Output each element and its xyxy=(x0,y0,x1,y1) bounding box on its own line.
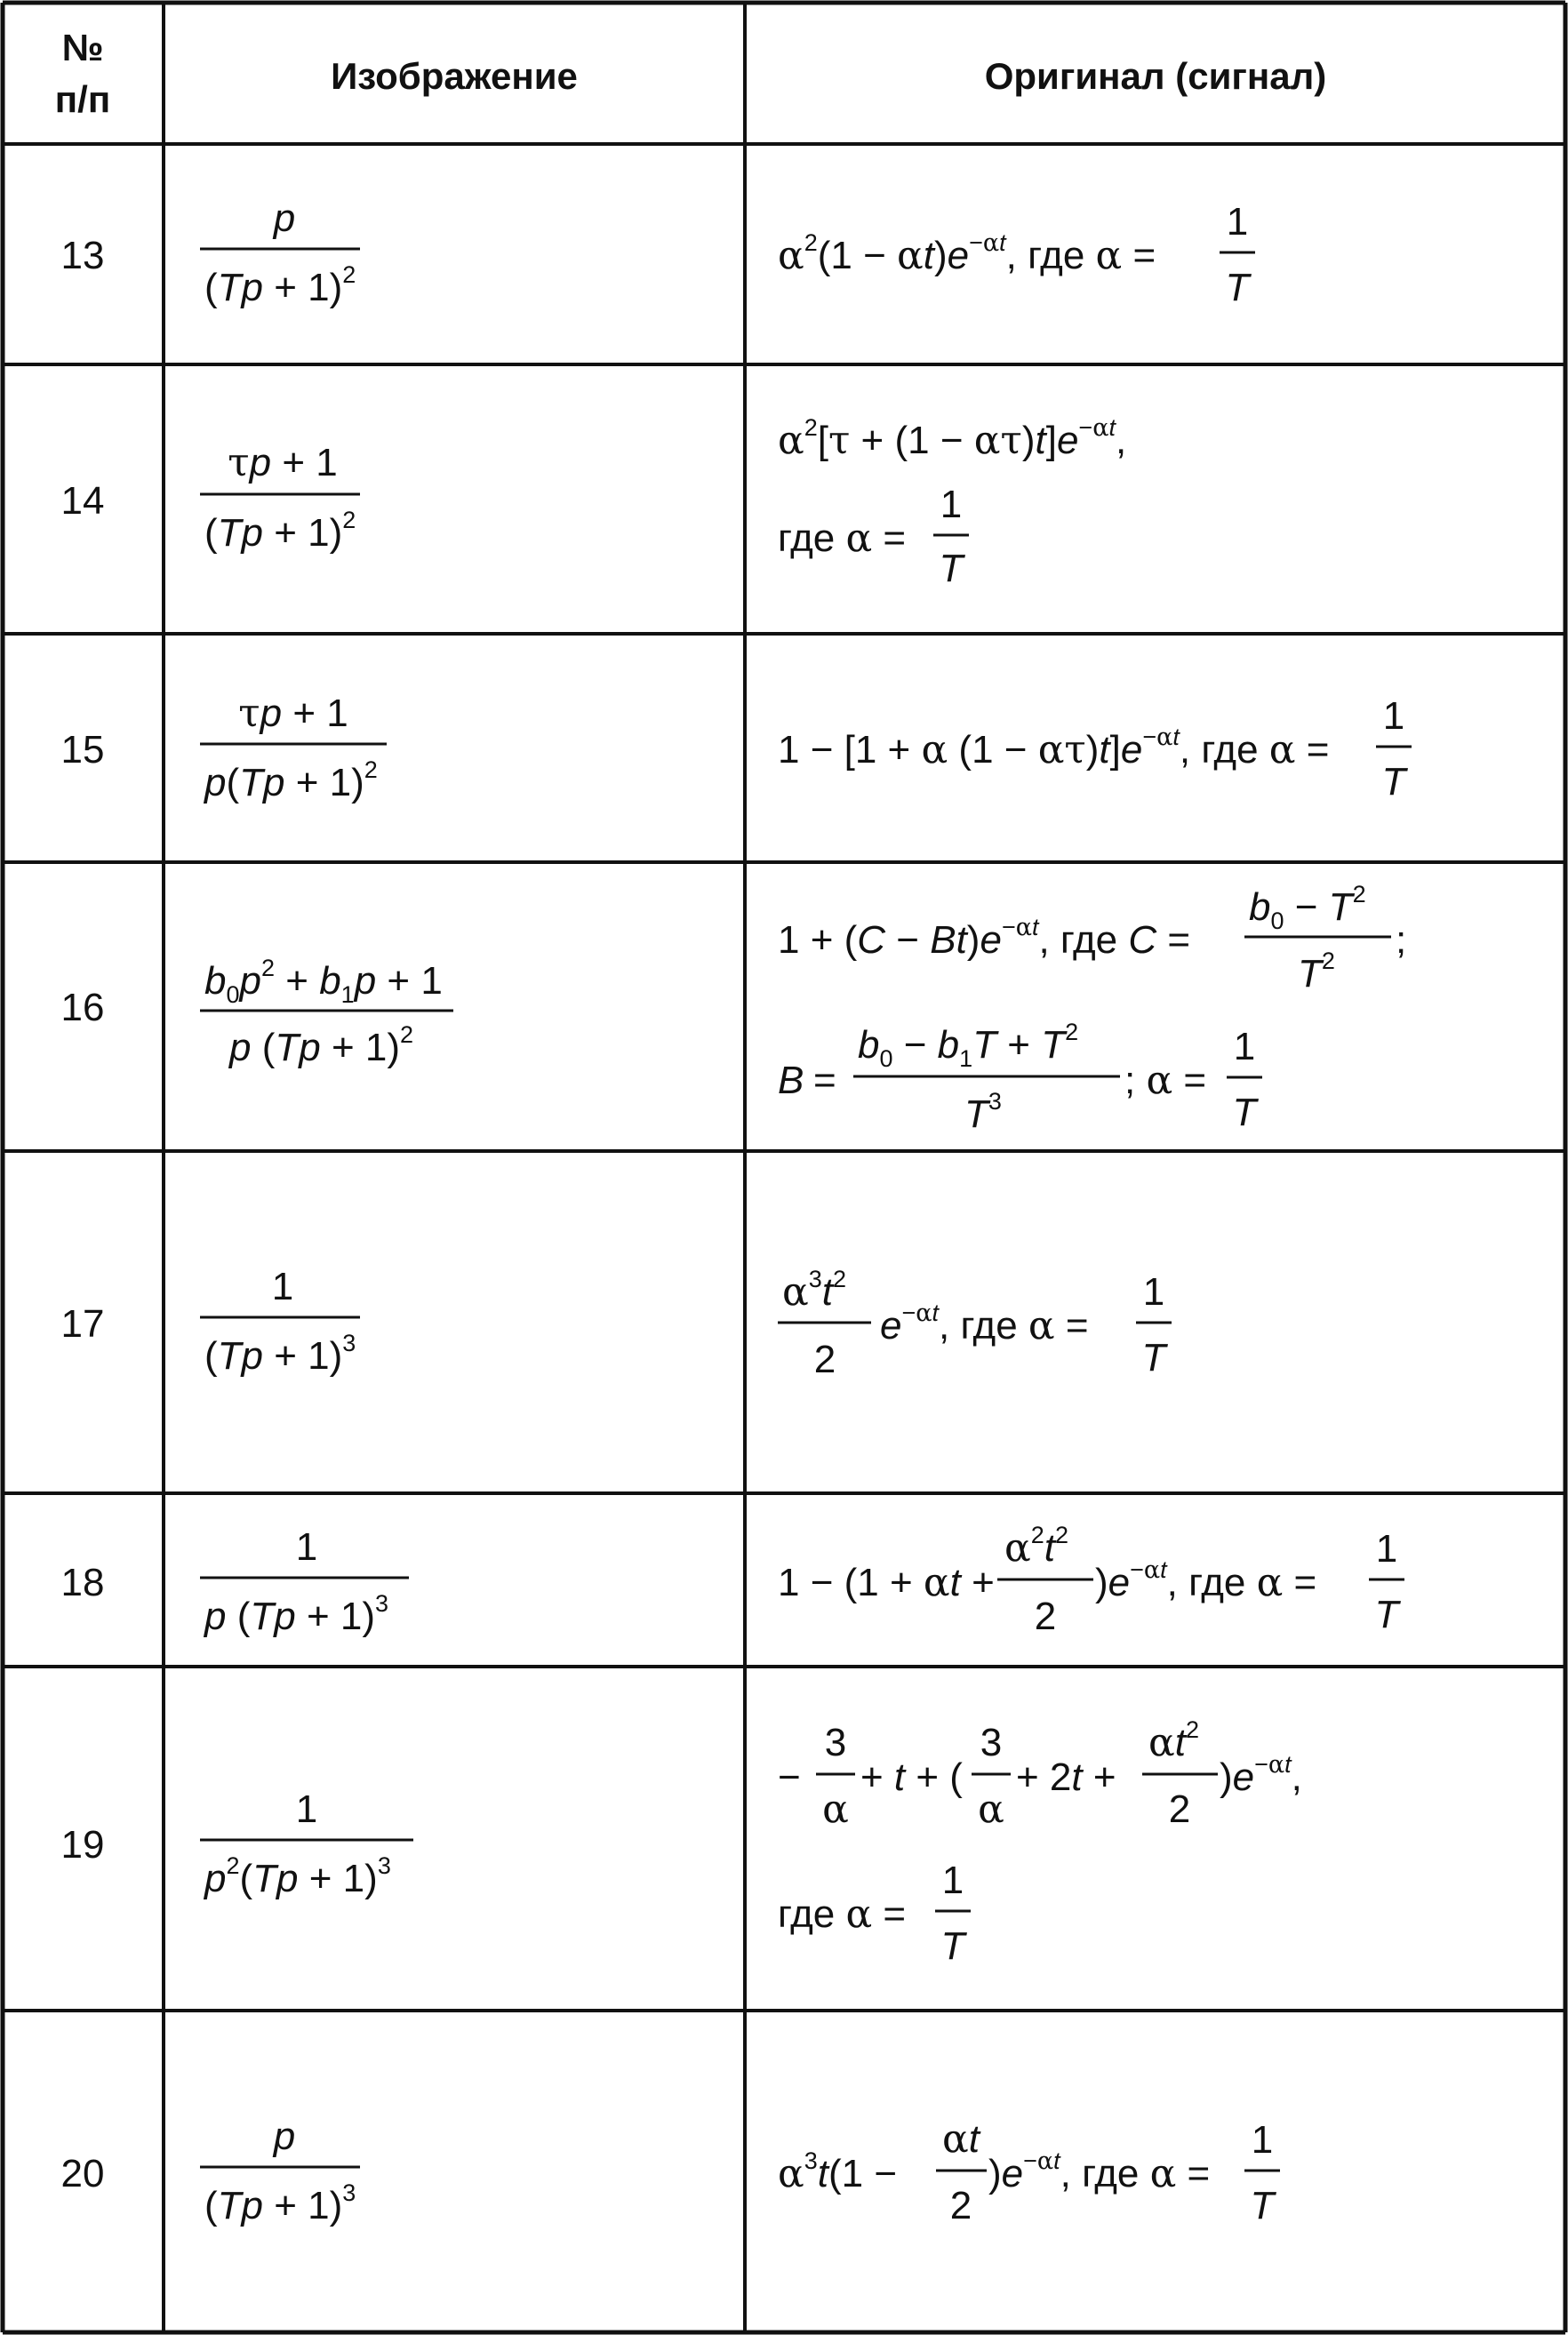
svg-text:)e−αt,: )$e^{-\alpha t}$, xyxy=(1220,1751,1302,1799)
svg-text:α2[τ + (1 − ατ)t]e−αt,: $\alpha^2[\tau + (1 - \alpha\tau)t]e^{-\alpha t}$, xyxy=(778,414,1127,463)
svg-text:αt2: $\alpha t^2$ xyxy=(1148,1716,1199,1765)
svg-text:1 − (1 + αt +: 1 − (1 + αt + xyxy=(778,1560,995,1605)
svg-text:)e−αt, где α =: )$e^{-\alpha t}$, где α = xyxy=(988,2147,1211,2196)
svg-text:τp + 1: τp + 1 xyxy=(228,440,338,485)
table-grid xyxy=(3,3,1565,2332)
svg-text:1: 1 xyxy=(1233,1025,1256,1068)
svg-text:T3: $T^3$ xyxy=(964,1088,1002,1136)
row-15-original-formula xyxy=(778,694,1412,804)
svg-text:p: p xyxy=(273,196,296,240)
row-number-17: 17 xyxy=(60,1302,105,1346)
svg-text:T: T xyxy=(1141,1336,1166,1379)
svg-text:+ 2t +: + 2t + xyxy=(1016,1755,1116,1799)
svg-text:2: 2 xyxy=(1168,1787,1191,1831)
svg-text:1: 1 xyxy=(941,1859,964,1902)
svg-text:=: = xyxy=(813,1059,836,1102)
row-number-14: 14 xyxy=(60,479,105,523)
row-number-13: 13 xyxy=(60,234,105,277)
svg-text:где α =: где α = xyxy=(778,516,907,561)
row-16-original-formula xyxy=(778,881,1406,1136)
svg-text:(Tp + 1)2: $(Tp + 1)^2$ xyxy=(204,507,356,555)
svg-text:2: 2 xyxy=(1034,1595,1057,1638)
svg-text:α: α xyxy=(822,1787,849,1832)
svg-text:1: 1 xyxy=(1142,1270,1165,1314)
svg-text:p(Tp + 1)2: $p(Tp + 1)^2$ xyxy=(204,756,378,804)
svg-text:+ t + (: + t + ( xyxy=(860,1755,963,1799)
svg-text:b0p2 + b1p + 1: $b_0p^2 + b_1p + 1$ xyxy=(204,955,443,1008)
svg-text:3: 3 xyxy=(980,1721,1003,1764)
svg-text:)e−αt, где α =: )$e^{-\alpha t}$, где α = xyxy=(1095,1556,1317,1605)
svg-text:T: T xyxy=(1374,1593,1399,1636)
row-13-image-formula xyxy=(200,196,360,309)
svg-text:T: T xyxy=(1225,266,1250,309)
svg-text:α3t2: $\alpha^3t^2$ xyxy=(782,1266,847,1315)
svg-text:;: ; xyxy=(1396,918,1407,962)
row-number-15: 15 xyxy=(60,728,105,772)
row-number-18: 18 xyxy=(60,1561,105,1604)
svg-text:e−αt, где α =: $e^{-\alpha t}$, где α = xyxy=(880,1299,1089,1348)
svg-text:p (Tp + 1)3: p $(Tp + 1)^3$ xyxy=(204,1590,389,1638)
svg-text:τp + 1: τp + 1 xyxy=(238,691,348,736)
row-20-original-formula xyxy=(778,2116,1280,2227)
row-17-original-formula xyxy=(778,1266,1172,1381)
svg-text:p: p xyxy=(273,2115,296,2158)
svg-text:1: 1 xyxy=(1251,2118,1274,2162)
header-number-line1: № xyxy=(61,27,104,68)
row-number-19: 19 xyxy=(60,1823,105,1867)
svg-text:3: 3 xyxy=(824,1721,847,1764)
row-19-image-formula xyxy=(200,1787,413,1900)
svg-text:(Tp + 1)3: $(Tp + 1)^3$ xyxy=(204,1330,356,1378)
table-header xyxy=(55,27,1327,120)
row-13-original-formula xyxy=(778,200,1255,309)
svg-text:где α =: где α = xyxy=(778,1891,907,1937)
svg-text:α2(1 − αt)e−αt, где α =: $\alpha^2(1 - \alpha t)e^{-\alpha t}$, где α = xyxy=(778,229,1156,278)
svg-text:T2: $T^2$ xyxy=(1298,948,1335,996)
svg-text:T: T xyxy=(1381,760,1406,804)
row-numbers xyxy=(61,234,105,2195)
svg-text:1 − [1 + α (1 − ατ)t]e−αt, гд: 1 − [1 + α $(1 - \alpha\tau)t]e^{-\alpha t}$, где α = xyxy=(778,724,1330,772)
svg-text:1: 1 xyxy=(295,1787,318,1831)
svg-text:(Tp + 1)2: $(Tp + 1)^2$ xyxy=(204,261,356,309)
svg-text:T: T xyxy=(1232,1091,1257,1134)
row-14-image-formula xyxy=(200,440,360,555)
svg-text:2: 2 xyxy=(813,1338,836,1381)
svg-text:T: T xyxy=(940,1924,965,1968)
row-14-original-formula xyxy=(778,414,1126,590)
row-number-20: 20 xyxy=(60,2152,105,2195)
row-18-image-formula xyxy=(200,1525,409,1638)
svg-text:T: T xyxy=(939,547,964,590)
svg-text:α: α xyxy=(978,1787,1004,1832)
svg-text:1: 1 xyxy=(940,483,963,526)
row-17-image-formula xyxy=(200,1265,360,1378)
row-15-image-formula xyxy=(200,691,387,804)
svg-text:; α =: ; α = xyxy=(1124,1058,1207,1103)
row-18-original-formula xyxy=(778,1522,1404,1638)
svg-text:p2(Tp + 1)3: $p^2(Tp + 1)^3$ xyxy=(204,1852,391,1900)
svg-text:p (Tp + 1)2: p $(Tp + 1)^2$ xyxy=(229,1021,414,1069)
svg-text:α3t(1 −: $\alpha^3t(1$ − xyxy=(778,2147,898,2196)
header-number-line2: п/п xyxy=(54,78,111,120)
header-original: Оригинал (сигнал) xyxy=(984,55,1327,97)
svg-text:b0 − b1T + T2: $b_0 - b_1T + T^2$ xyxy=(858,1019,1079,1072)
svg-text:−: − xyxy=(778,1755,801,1799)
row-number-16: 16 xyxy=(60,986,105,1029)
svg-text:(Tp + 1)3: $(Tp + 1)^3$ xyxy=(204,2179,356,2227)
svg-text:1: 1 xyxy=(1375,1527,1398,1571)
row-20-image-formula xyxy=(200,2115,360,2227)
svg-text:1: 1 xyxy=(295,1525,318,1569)
svg-text:2: 2 xyxy=(949,2184,972,2227)
svg-text:b0 − T2: $b_0 - T^2$ xyxy=(1249,881,1366,934)
row-16-image-formula xyxy=(200,955,453,1069)
svg-text:αt: αt xyxy=(942,2116,980,2162)
svg-text:T: T xyxy=(1250,2184,1275,2227)
header-image: Изображение xyxy=(331,55,578,97)
row-19-original-formula xyxy=(778,1716,1302,1968)
svg-text:1: 1 xyxy=(271,1265,294,1308)
svg-text:α2t2: $\alpha^2t^2$ xyxy=(1004,1522,1069,1571)
svg-text:1: 1 xyxy=(1382,694,1405,738)
svg-text:1 + (C − Bt)e−αt, где C =: $1 + (C - Bt)e^{-\alpha t}$, где C = xyxy=(778,914,1191,962)
svg-text:B: B xyxy=(778,1059,804,1102)
svg-text:1: 1 xyxy=(1226,200,1249,244)
